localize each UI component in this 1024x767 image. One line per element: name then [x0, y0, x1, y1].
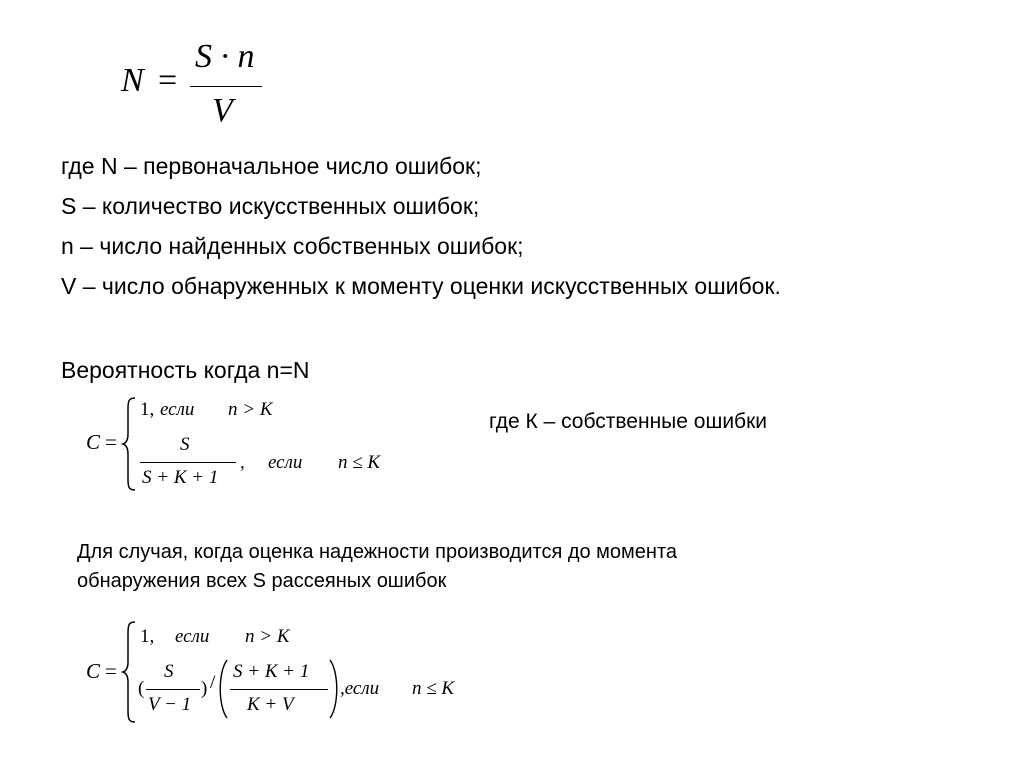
- definition-v: V – число обнаруженных к моменту оценки искусственных ошибок.: [61, 273, 781, 299]
- f3-case2-condition: n ≤ K: [412, 678, 455, 699]
- case2-comma: ,: [240, 452, 245, 473]
- formula-n-equals: =: [158, 62, 178, 99]
- f3-frac1-bar: [146, 689, 200, 690]
- fraction-bar: [190, 86, 262, 87]
- case-paragraph-line1: Для случая, когда оценка надежности производится до момента: [77, 541, 678, 563]
- left-brace-icon: [122, 396, 138, 492]
- probability-heading: Вероятность когда n=N: [61, 357, 310, 383]
- f3-frac2-denominator: K + V: [247, 694, 294, 715]
- f3-frac2-bar: [230, 689, 328, 690]
- definition-lower-n: n – число найденных собственных ошибок;: [61, 233, 524, 259]
- formula-n-denominator: V: [212, 92, 233, 129]
- f3-case1-condition: n > K: [245, 626, 290, 647]
- case1-word: если: [160, 399, 195, 420]
- case-paragraph-line2: обнаружения всех S рассеяных ошибок: [77, 570, 447, 592]
- formula-n-lhs: N: [121, 62, 144, 99]
- f3-slash: /: [210, 672, 216, 693]
- definition-n: где N – первоначальное число ошибок;: [61, 153, 482, 179]
- case2-condition: n ≤ K: [338, 452, 381, 473]
- case2-denominator: S + K + 1: [142, 467, 219, 488]
- case1-value: 1,: [140, 399, 155, 420]
- f3-case1-word: если: [175, 626, 210, 647]
- case2-word: если: [268, 452, 303, 473]
- formula-c-lhs: C: [86, 430, 101, 454]
- note-k: где К – собственные ошибки: [489, 410, 767, 433]
- definition-s: S – количество искусственных ошибок;: [61, 193, 480, 219]
- case1-condition: n > K: [228, 399, 273, 420]
- formula-c2-equals: =: [105, 659, 117, 683]
- case2-numerator: S: [180, 434, 190, 455]
- f3-frac1-denominator: V − 1: [148, 694, 192, 715]
- f3-frac2-numerator: S + K + 1: [233, 661, 310, 682]
- f3-paren-close: ): [201, 678, 208, 699]
- case2-fraction-bar: [140, 462, 236, 463]
- formula-c2-lhs: C: [86, 659, 101, 683]
- f3-case1-value: 1,: [140, 626, 155, 647]
- f3-paren-open: (: [138, 678, 145, 699]
- big-paren-right-icon: [328, 658, 340, 720]
- big-paren-left-icon: [217, 658, 229, 720]
- left-brace-icon: [122, 620, 138, 724]
- f3-frac1-numerator: S: [164, 661, 174, 682]
- formula-c-equals: =: [105, 430, 117, 454]
- f3-comma-word: ,если: [340, 678, 380, 699]
- formula-n-numerator: S · n: [195, 38, 255, 75]
